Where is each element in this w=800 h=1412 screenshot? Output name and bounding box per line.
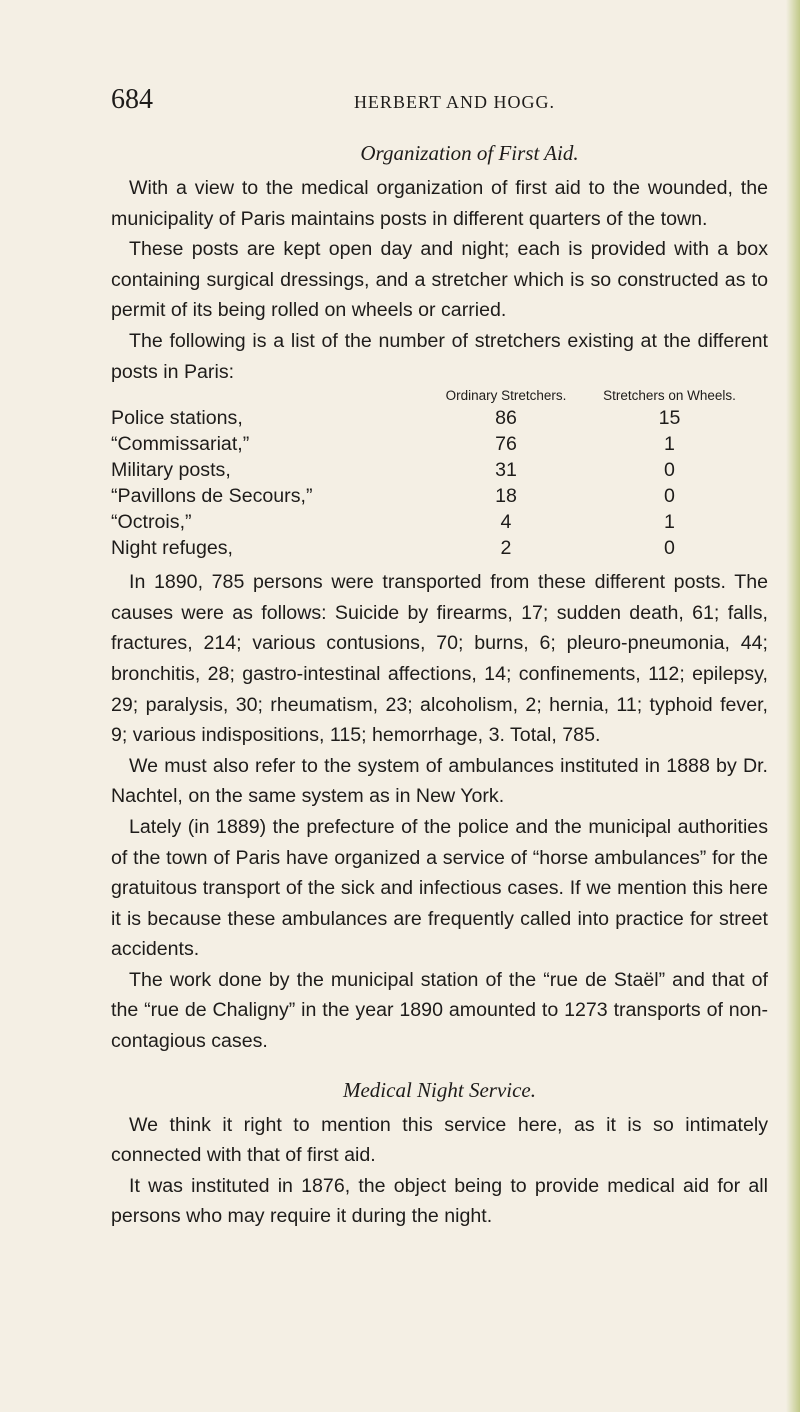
page-edge-shadow — [786, 0, 800, 1412]
table-cell-ordinary: 31 — [495, 459, 517, 482]
table-cell-place: Military posts, — [111, 459, 231, 482]
table-cell-wheels: 0 — [664, 459, 675, 482]
table-cell-ordinary: 4 — [500, 511, 512, 534]
table-cell-ordinary: 2 — [500, 537, 512, 560]
paragraph: We think it right to mention this service here, as it is so intimately connected with that of first aid. — [111, 1113, 768, 1167]
table-cell-place: “Commissariat,” — [111, 433, 250, 456]
table-row — [111, 457, 768, 483]
table-cell-wheels: 0 — [664, 485, 675, 508]
table-cell-place: “Pavillons de Secours,” — [111, 485, 313, 508]
section-title-night-service: Medical Night Service. — [342, 1077, 537, 1102]
paragraph: With a view to the medical organization of first aid to the wounded, the municipality of Paris maintains posts in different quarters of the town. — [111, 177, 768, 230]
table-cell-ordinary: 18 — [495, 485, 517, 508]
table-cell-ordinary: 76 — [495, 433, 517, 456]
table-header-blank — [111, 387, 441, 405]
table-row — [111, 431, 768, 457]
table-cell-ordinary: 86 — [495, 407, 517, 430]
table-cell-wheels: 15 — [658, 407, 681, 430]
table-header-wheels: Stretchers on Wheels. — [603, 388, 736, 404]
stretcher-table — [111, 387, 768, 561]
paragraph: These posts are kept open day and night; each is provided with a box containing surgical dressings, and a stretcher which is so constructed as to permit of its being rolled on wheels or carried. — [111, 238, 768, 322]
page-body — [111, 138, 768, 1232]
table-cell-wheels: 1 — [664, 511, 675, 534]
paragraph: Lately (in 1889) the prefecture of the police and the municipal authorities of the town of Paris have organized a service of “horse ambulances” for the gratuitous transport of the sick and infectious cases. If we mention this here it is because these ambulances are frequently called into practice for street accidents. — [111, 815, 768, 961]
paragraph: We must also refer to the system of ambulances instituted in 1888 by Dr. Nachtel, on the same system as in New York. — [111, 754, 768, 808]
paragraph: It was instituted in 1876, the object being to provide medical aid for all persons who may require it during the night. — [111, 1174, 768, 1228]
table-row — [111, 405, 768, 431]
page-header — [111, 84, 768, 118]
table-header-ordinary: Ordinary Stretchers. — [445, 388, 567, 404]
paragraph: In 1890, 785 persons were transported from these different posts. The causes were as follows: Suicide by firearms, 17; sudden death, 61; falls, fractures, 214; various contusions, 70; burns, 6; pleuro-pneumonia, 44; bronchitis, 28; gastro-intestinal affections, 14; confinements, 112; epilepsy, 29; paralysis, 30; rheumatism, 23; alcoholism, 2; hernia, 11; typhoid fever, 9; various indispositions, 115; hemorrhage, 3. Total, 785. — [111, 571, 768, 747]
table-cell-wheels: 0 — [664, 537, 675, 560]
table-cell-place: Night refuges, — [111, 537, 233, 560]
table-row — [111, 483, 768, 509]
table-header-row — [111, 387, 768, 405]
paragraph: The work done by the municipal station of the “rue de Staël” and that of the “rue de Chaligny” in the year 1890 amounted to 1273 transports of non-contagious cases. — [111, 968, 768, 1053]
table-row — [111, 535, 768, 561]
running-head: HERBERT AND HOGG. — [353, 92, 556, 112]
table-cell-place: Police stations, — [111, 407, 243, 430]
table-row — [111, 509, 768, 535]
page-number: 684 — [111, 84, 153, 115]
section-title-first-aid: Organization of First Aid. — [360, 141, 579, 165]
table-cell-wheels: 1 — [664, 433, 675, 456]
paragraph: The following is a list of the number of stretchers existing at the different posts in Paris: — [111, 329, 768, 383]
table-cell-place: “Octrois,” — [111, 511, 192, 534]
